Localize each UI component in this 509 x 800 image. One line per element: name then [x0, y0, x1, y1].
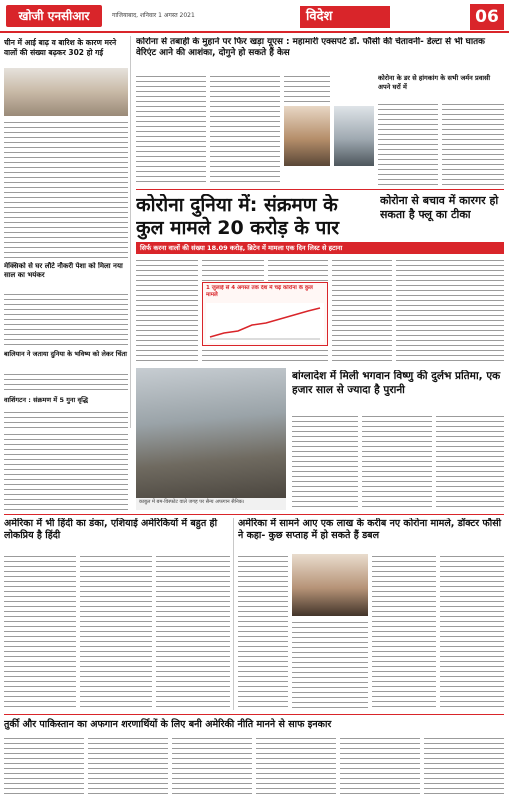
lead-body-col3a [268, 258, 328, 282]
vishnu-body-col2 [362, 414, 432, 510]
us-corona-body-col2 [210, 74, 280, 186]
china-flood-headline: चीन में आई बाढ़ व बारिश के कारण मरने वालों की संख्या बढ़कर 302 हो गई [4, 38, 117, 57]
bottom-body-col3 [172, 736, 252, 796]
bottom-divider [4, 714, 504, 715]
bottom-body-col5 [340, 736, 420, 796]
fauci-photo [292, 554, 368, 616]
us-cases-body-col1 [238, 554, 288, 710]
cases-info-box [202, 282, 328, 346]
mexico-story-headline: मेक्सिको से घर लौटे नौकरी पेशा को मिला नया साल का भयंकर [4, 262, 123, 279]
vishnu-body-col3 [436, 414, 504, 510]
mexico-story-body [4, 292, 128, 348]
column-divider [130, 36, 131, 428]
bottom-body-col1 [4, 736, 84, 796]
us-cases-body-col4 [440, 554, 504, 710]
china-flood-body [4, 120, 128, 260]
lead-body-under-box [202, 348, 328, 364]
hindi-in-america-headline: अमेरिका में भी हिंदी का डंका, एशियाई अमेरिकियों में बहुत ही लोकप्रिय है हिंदी [4, 518, 218, 541]
vishnu-body-col1 [292, 414, 358, 510]
column-divider-2 [233, 518, 234, 710]
us-corona-body-col5 [442, 102, 504, 186]
washington-story-headline: वाशिंगटन : संक्रमण में 5 गुना वृद्धि [4, 396, 88, 404]
lead-body-col1 [136, 258, 198, 364]
page-number: 06 [470, 4, 504, 30]
hindi-body-col3 [156, 554, 230, 710]
us-cases-body-col3 [372, 554, 436, 710]
us-cases-body-col2 [292, 620, 368, 710]
balian-story-headline: बालियान ने जताया दुनिया के भविष्य को लेकर चिंता [4, 350, 127, 358]
lead-story-strap: सिर्फ करना वालों की संख्या 18.09 करोड़, ब्रिटेन में मामला एक दिन लिस्ट से हटाना [136, 242, 504, 254]
hindi-body-col2 [80, 554, 152, 710]
bottom-body-col6 [424, 736, 504, 796]
newspaper-logo: खोजी एनसीआर [6, 5, 102, 27]
world-corona-headline: कोरोना दुनिया में: संक्रमण के कुल मामले 20 करोड़ के पार [136, 194, 340, 239]
turkey-pakistan-headline: तुर्की और पाकिस्तान का अफगान शरणार्थियों के लिए बनी अमेरिकी नीति मानने से साफ इनकार [4, 719, 332, 730]
section-title: विदेश [300, 6, 390, 28]
kabul-photo-caption: काबुल में बम-विस्फोट वाले जगह पर सैन्य अफगान सैनिक। [136, 498, 286, 510]
cases-trend-graphic [206, 303, 324, 343]
us-cases-headline: अमेरिका में सामने आए एक लाख के करीब नए कोरोना मामले, डॉक्टर फौसी ने कहा- कुछ सप्ताह में हो सकते हैं डबल [238, 518, 502, 541]
hongkong-subheadline: कोरोना के डर से हांगकांग के सभी जर्मन प्रवासी अपने घरों में [378, 74, 491, 91]
vishnu-idol-headline: बांग्लादेश में मिली भगवान विष्णु की दुर्लभ प्रतिमा, एक हजार साल से ज्यादा है पुरानी [292, 370, 501, 396]
lead-body-col2a [202, 258, 264, 282]
divider-line [136, 189, 504, 190]
balian-story-body [4, 372, 128, 394]
fauci-photo-small [284, 106, 330, 166]
us-corona-body-col3 [284, 74, 330, 104]
dateline: गाजियाबाद, शनिवार 1 अगस्त 2021 [112, 12, 195, 19]
us-corona-body-col1 [136, 74, 206, 186]
cases-box-title: 1 जुलाई से 4 अगस्त तक देश में चढ़े कोरोना के कुल मामले [206, 285, 313, 298]
flood-photo [4, 68, 128, 116]
photo-caption-small [284, 168, 374, 186]
left-column-continued [4, 432, 128, 510]
flu-vaccine-body [396, 258, 504, 364]
section-divider [4, 514, 504, 515]
bottom-body-col2 [88, 736, 168, 796]
hindi-body-col1 [4, 554, 76, 710]
us-corona-body-col4 [378, 102, 438, 186]
us-corona-headline: कोरोना से तबाही के मुहाने पर फिर खड़ा यूएस : महामारी एक्सपर्ट डॉ. फौसी की चेतावनी- डेल्टा से भी घातक वेरिएंट आने की आशंका, दोगुने हो सकते हैं केस [136, 37, 485, 58]
flu-vaccine-headline: कोरोना से बचाव में कारगर हो सकता है फ्लू का टीका [380, 194, 499, 221]
lead-body-col4 [332, 258, 392, 364]
kabul-blast-photo [136, 368, 286, 498]
doctor-photo-small [334, 106, 374, 166]
bottom-body-col4 [256, 736, 336, 796]
washington-story-body [4, 410, 128, 428]
